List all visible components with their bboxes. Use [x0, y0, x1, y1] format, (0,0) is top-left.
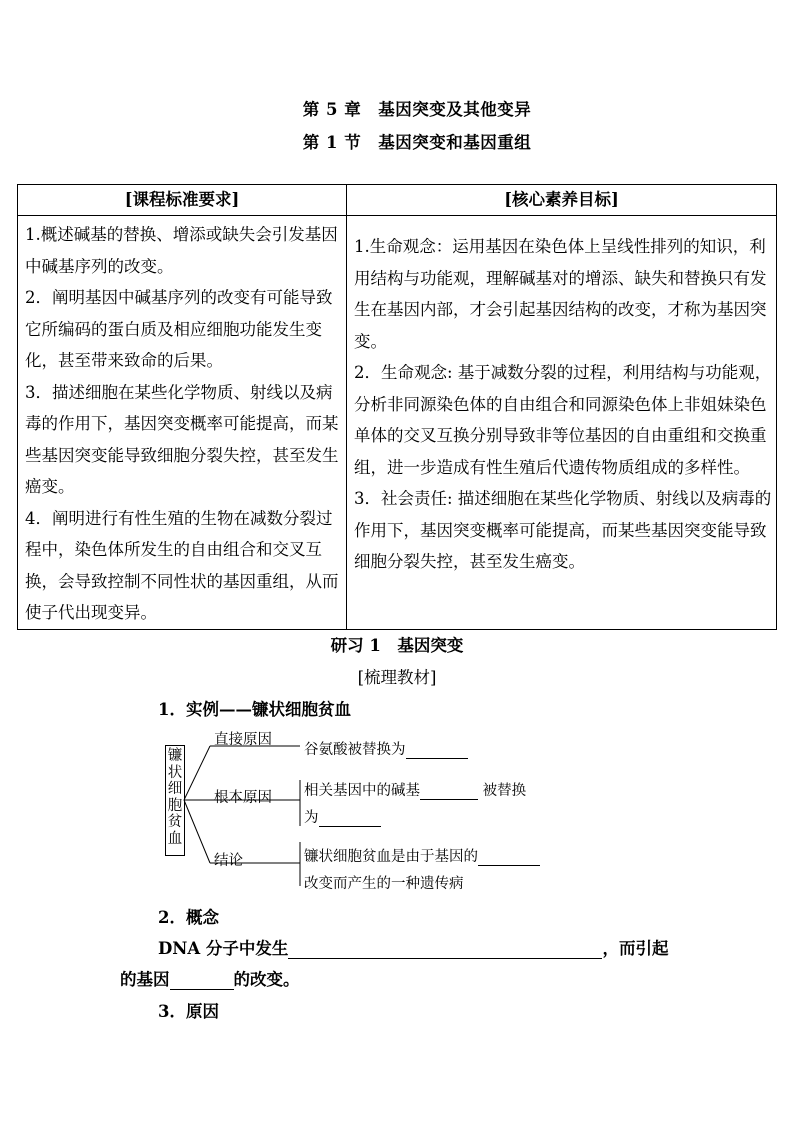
diagram-root-label: 镰状细胞贫血	[165, 745, 185, 856]
answer-blank[interactable]	[288, 939, 602, 959]
chapter-title: 第 5 章 基因突变及其他变异	[302, 100, 532, 119]
right-header: [核心素养目标]	[347, 185, 777, 216]
concept-c: 的基因	[120, 970, 170, 989]
branch1-text-main: 谷氨酸被替换为	[304, 742, 406, 758]
branch3-text-line2: 改变而产生的一种遗传病	[304, 876, 464, 892]
literacy-item: 3．社会责任: 描述细胞在某些化学物质、射线以及病毒的作用下，基因突变概率可能提高，而某些基因突变能导致细胞分裂失控，甚至发生癌变。	[354, 489, 772, 571]
branch2-text-b: 被替换	[482, 783, 527, 799]
branch3-text	[304, 845, 540, 866]
branch2-label: 根本原因	[214, 790, 272, 806]
item2-title: 2．概念	[158, 908, 219, 927]
answer-blank[interactable]	[170, 970, 234, 990]
standard-item: 2．阐明基因中碱基序列的改变有可能导致它所编码的蛋白质及相应细胞功能发生变化，甚至带来致命的后果。	[25, 288, 333, 370]
concept-line2	[120, 966, 300, 990]
item3-title: 3．原因	[158, 1002, 219, 1021]
concept-d: 的改变。	[233, 970, 300, 989]
branch1-label: 直接原因	[214, 732, 272, 748]
answer-blank[interactable]	[420, 783, 478, 800]
concept-line1	[158, 935, 668, 959]
branch3-text-a: 镰状细胞贫血是由于基因的	[304, 849, 478, 865]
literacy-item: 2．生命观念: 基于减数分裂的过程，利用结构与功能观，分析非同源染色体的自由组合和同源染色体上非姐妹染色单体的交叉互换分别导致非等位基因的自由重组和交换重组，进一步造成有性生殖后代遗传物质组成的多样性。	[354, 363, 772, 477]
branch3-label: 结论	[214, 853, 243, 869]
branch1-text	[304, 738, 468, 759]
concept-b: ，而引起	[602, 939, 669, 958]
literacy-item: 1.生命观念：运用基因在染色体上呈线性排列的知识，利用结构与功能观，理解碱基对的增添、缺失和替换只有发生在基因内部，才会引起基因结构的改变，才称为基因突变。	[354, 237, 767, 351]
branch2-text-a: 相关基因中的碱基	[304, 783, 420, 799]
answer-blank[interactable]	[478, 849, 540, 866]
standard-item: 3．描述细胞在某些化学物质、射线以及病毒的作用下，基因突变概率可能提高，而某些基因突变能导致细胞分裂失控，甚至发生癌变。	[25, 382, 339, 496]
answer-blank[interactable]	[406, 742, 468, 759]
standard-item: 4．阐明进行有性生殖的生物在减数分裂过程中，染色体所发生的自由组合和交叉互换，会导致控制不同性状的基因重组，从而使子代出现变异。	[25, 508, 339, 622]
branch2-text-line2	[304, 806, 381, 827]
answer-blank[interactable]	[319, 810, 381, 827]
branch2-text	[304, 779, 526, 800]
study-title: 研习 1 基因突变	[330, 636, 464, 655]
section-title: 第 1 节 基因突变和基因重组	[302, 133, 532, 152]
item1-title: 1．实例——镰状细胞贫血	[158, 700, 351, 719]
concept-a: DNA 分子中发生	[158, 939, 289, 958]
left-header: [课程标准要求]	[18, 185, 347, 216]
standard-item: 1.概述碱基的替换、增添或缺失会引发基因中碱基序列的改变。	[25, 225, 338, 276]
branch2-text-c: 为	[304, 810, 319, 826]
sort-title: [梳理教材]	[357, 668, 437, 687]
